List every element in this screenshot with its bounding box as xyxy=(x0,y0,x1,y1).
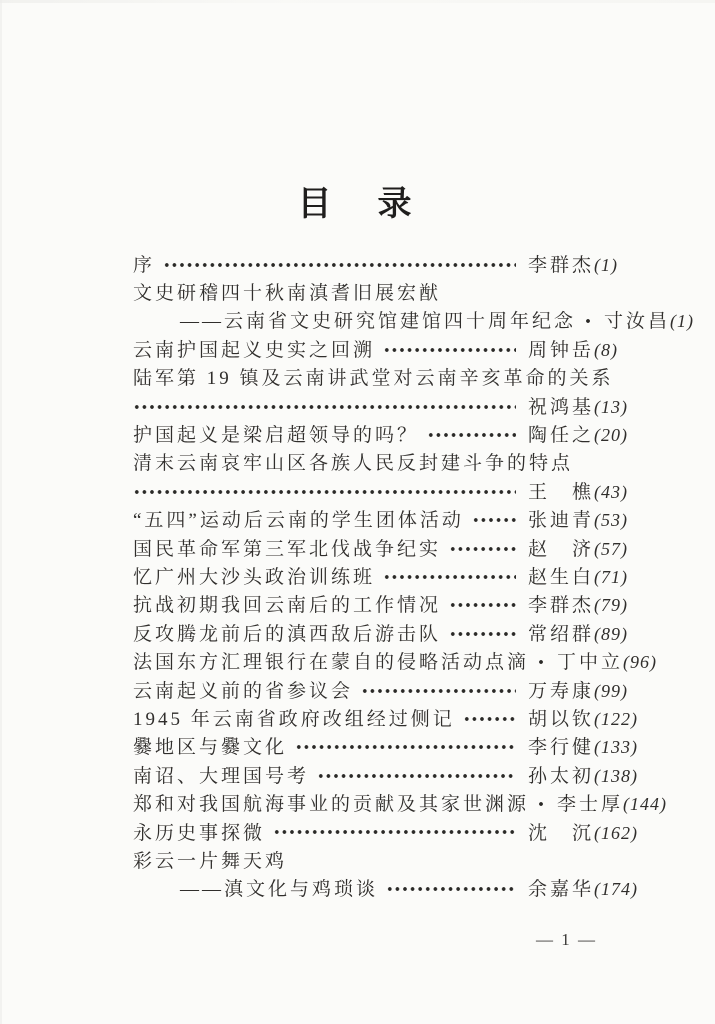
dot-leader xyxy=(449,590,516,618)
toc-line xyxy=(133,476,650,504)
dot-leader xyxy=(449,533,516,561)
toc-line xyxy=(133,845,650,873)
entry-page-number: (13) xyxy=(594,396,629,417)
scan-edge-top xyxy=(0,0,715,3)
entry-title: ——滇文化与鸡琐谈 xyxy=(180,879,379,901)
entry-author: 周钟岳 xyxy=(528,339,595,361)
entry-author: 赵生白 xyxy=(528,566,595,588)
dot-leader xyxy=(463,703,516,731)
entry-author: 李士厚 xyxy=(557,794,624,816)
entry-page-number: (71) xyxy=(594,566,629,587)
scan-edge-left xyxy=(0,0,2,1024)
toc-line xyxy=(133,249,650,277)
entry-page-number: (8) xyxy=(594,339,619,360)
toc-line xyxy=(133,334,650,362)
entry-author-block xyxy=(522,761,650,788)
entry-author-block xyxy=(522,676,650,703)
toc-line xyxy=(133,363,650,391)
entry-author-block xyxy=(522,732,650,759)
dot-leader xyxy=(295,732,516,760)
entry-author: 李群杰 xyxy=(528,595,595,617)
entry-author: 万寿康 xyxy=(528,680,595,702)
dot-leader xyxy=(383,334,516,362)
dot-leader xyxy=(383,561,516,589)
entry-title: 云南护国起义史实之回溯 xyxy=(133,339,376,361)
entry-author: 陶任之 xyxy=(528,425,595,447)
entry-author: 余嘉华 xyxy=(528,879,595,901)
entry-title: 1945 年云南省政府改组经过侧记 xyxy=(133,708,455,730)
toc-list xyxy=(133,249,695,902)
entry-title: 忆广州大沙头政治训练班 xyxy=(133,566,376,588)
entry-author-block xyxy=(522,818,650,845)
entry-author: 寸汝昌 xyxy=(604,311,671,333)
entry-title: 南诏、大理国号考 xyxy=(133,765,310,787)
entry-author: 常绍群 xyxy=(528,623,595,645)
page-title: 目 录 xyxy=(297,186,418,223)
dot-leader xyxy=(361,675,516,703)
entry-title: 彩云一片舞天鸡 xyxy=(133,850,288,872)
entry-author: 李群杰 xyxy=(528,254,595,276)
toc-line xyxy=(133,732,650,760)
entry-page-number: (57) xyxy=(594,538,629,559)
entry-page-number: (122) xyxy=(594,708,639,729)
entry-title: 清末云南哀牢山区各族人民反封建斗争的特点 xyxy=(133,453,574,475)
dot-leader xyxy=(163,249,516,277)
entry-author-block xyxy=(598,306,715,333)
entry-author-block xyxy=(522,590,650,617)
entry-title: 郑和对我国航海事业的贡献及其家世渊源 xyxy=(133,794,530,816)
entry-author: 祝鸿基 xyxy=(528,396,595,418)
toc-line xyxy=(133,646,658,674)
entry-page-number: (79) xyxy=(594,595,629,616)
entry-author: 胡以钦 xyxy=(528,708,595,730)
entry-page-number: (174) xyxy=(594,879,639,900)
entry-author: 李行健 xyxy=(528,737,595,759)
entry-title: 序 xyxy=(133,254,156,276)
toc-line xyxy=(133,505,650,533)
dot-leader xyxy=(427,419,516,447)
entry-author-block xyxy=(522,477,650,504)
entry-title: ——云南省文史研究馆建馆四十周年纪念 xyxy=(180,311,577,333)
dot-leader xyxy=(537,788,545,816)
entry-author: 孙太初 xyxy=(528,765,595,787)
toc-line xyxy=(133,618,650,646)
entry-author: 沈 沉 xyxy=(528,822,595,844)
dot-leader xyxy=(386,874,516,902)
dot-leader xyxy=(133,476,516,504)
entry-title: 反攻腾龙前后的滇西敌后游击队 xyxy=(133,623,442,645)
entry-title: 法国东方汇理银行在蒙自的侵略活动点滴 xyxy=(133,652,530,674)
dot-leader xyxy=(537,646,545,674)
entry-title: 陆军第 19 镇及云南讲武堂对云南辛亥革命的关系 xyxy=(133,368,614,390)
toc-line xyxy=(133,590,650,618)
entry-page-number: (1) xyxy=(594,254,619,275)
entry-author-block xyxy=(522,704,650,731)
toc-line xyxy=(133,788,668,816)
entry-title: 护国起义是梁启超领导的吗？ xyxy=(133,425,420,447)
entry-author-block xyxy=(551,789,679,816)
toc-line xyxy=(133,533,650,561)
entry-page-number: (20) xyxy=(594,425,629,446)
entry-author-block xyxy=(522,562,650,589)
entry-author: 张迪青 xyxy=(528,510,595,532)
entry-author-block xyxy=(522,420,650,447)
entry-title: 抗战初期我回云南后的工作情况 xyxy=(133,595,442,617)
entry-page-number: (1) xyxy=(670,311,695,332)
toc-line xyxy=(133,760,650,788)
entry-title: 爨地区与爨文化 xyxy=(133,737,288,759)
entry-page-number: (89) xyxy=(594,623,629,644)
toc-line xyxy=(133,874,650,902)
toc-line xyxy=(133,703,650,731)
dot-leader xyxy=(273,817,516,845)
footer-page-number: — 1 — xyxy=(536,930,597,949)
entry-author-block xyxy=(551,647,679,674)
entry-author-block xyxy=(522,335,650,362)
entry-author-block xyxy=(522,250,650,277)
toc-line xyxy=(133,391,650,419)
entry-title: 文史研稽四十秋南滇耆旧展宏猷 xyxy=(133,283,442,305)
dot-leader xyxy=(449,618,516,646)
entry-title: “五四”运动后云南的学生团体活动 xyxy=(133,510,464,532)
entry-author-block xyxy=(522,505,650,532)
entry-author-block xyxy=(522,534,650,561)
toc-line xyxy=(133,561,650,589)
toc-line xyxy=(133,419,650,447)
entry-page-number: (162) xyxy=(594,822,639,843)
entry-author: 王 樵 xyxy=(528,481,595,503)
toc-line xyxy=(133,817,650,845)
entry-page-number: (144) xyxy=(623,794,668,815)
entry-author: 赵 济 xyxy=(528,538,595,560)
entry-page-number: (96) xyxy=(623,652,658,673)
dot-leader xyxy=(317,760,516,788)
entry-title: 永历史事探微 xyxy=(133,822,266,844)
entry-page-number: (53) xyxy=(594,510,629,531)
toc-line xyxy=(133,306,695,334)
dot-leader xyxy=(133,391,516,419)
dot-leader xyxy=(584,306,592,334)
entry-page-number: (133) xyxy=(594,737,639,758)
entry-page-number: (99) xyxy=(594,680,629,701)
entry-title: 云南起义前的省参议会 xyxy=(133,680,354,702)
toc-line xyxy=(133,448,650,476)
entry-page-number: (138) xyxy=(594,765,639,786)
entry-author-block xyxy=(522,392,650,419)
entry-title: 国民革命军第三军北伐战争纪实 xyxy=(133,538,442,560)
dot-leader xyxy=(472,505,516,533)
entry-author: 丁中立 xyxy=(557,652,624,674)
entry-author-block xyxy=(522,874,650,901)
toc-line xyxy=(133,675,650,703)
entry-author-block xyxy=(522,619,650,646)
entry-page-number: (43) xyxy=(594,481,629,502)
toc-line xyxy=(133,277,650,305)
